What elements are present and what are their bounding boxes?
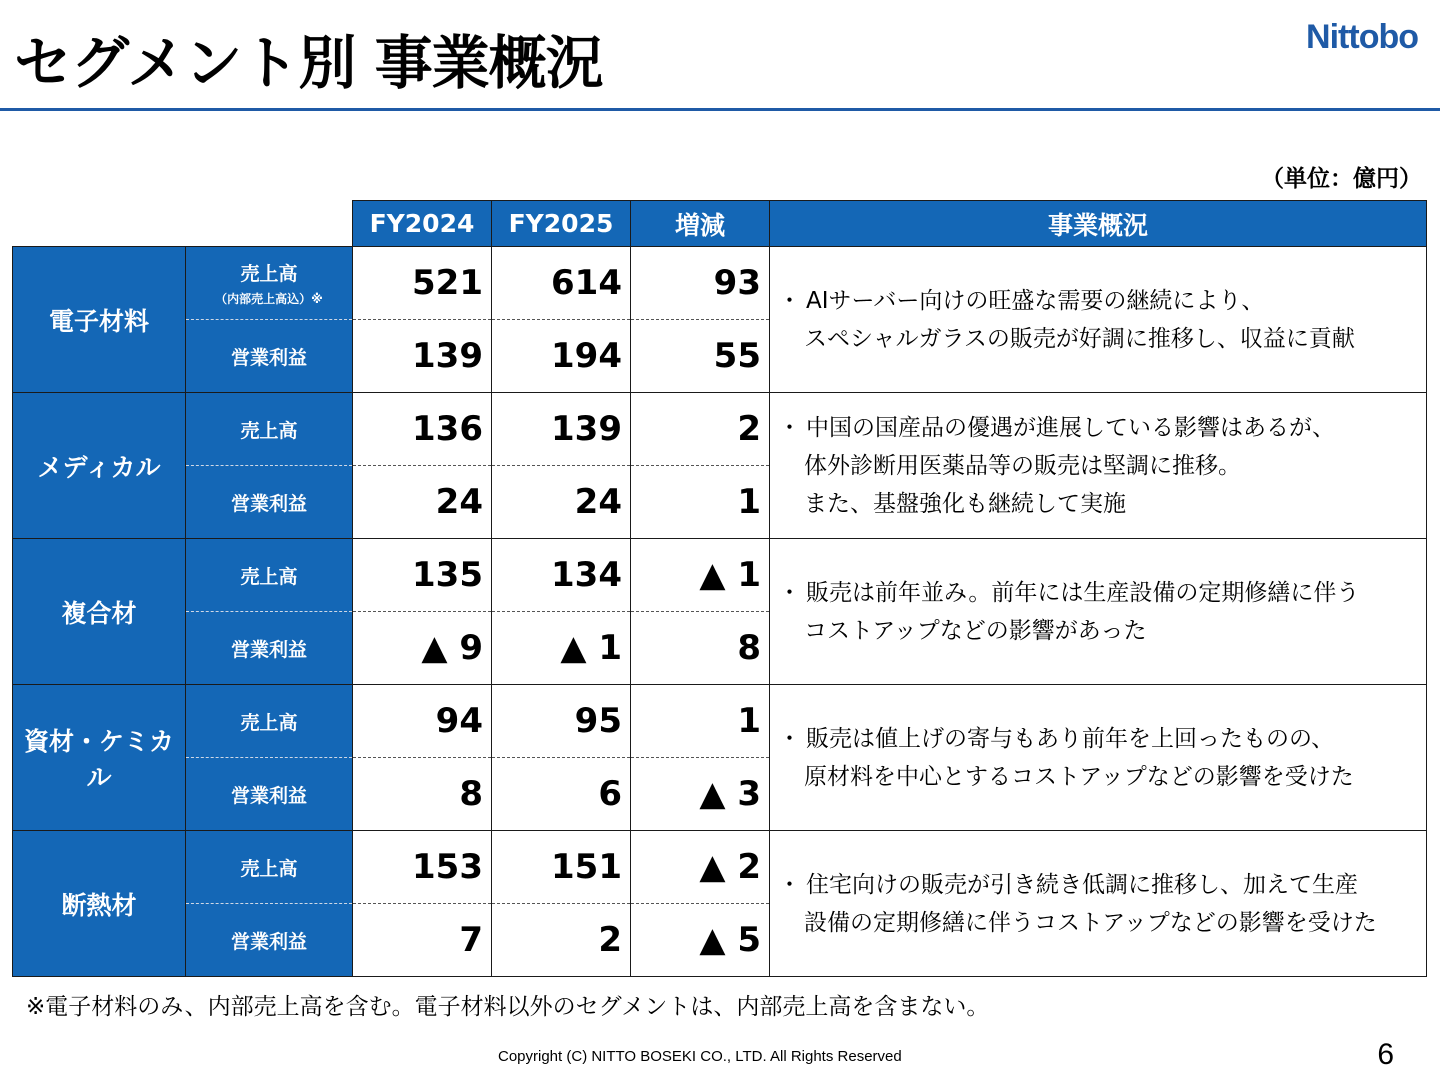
value-fy2024: 7 xyxy=(353,904,492,977)
page-number: 6 xyxy=(1377,1038,1394,1071)
value-fy2025: 134 xyxy=(492,539,631,612)
overview-text: 販売は値上げの寄与もあり前年を上回ったものの、 xyxy=(806,725,1335,752)
value-diff: 8 xyxy=(631,612,770,685)
column-header-fy2024: FY2024 xyxy=(353,201,492,247)
overview-text: また、基盤強化も継続して実施 xyxy=(804,490,1126,517)
overview-text: スペシャルガラスの販売が好調に推移し、収益に貢献 xyxy=(804,325,1355,352)
segment-overview xyxy=(770,393,1427,539)
value-fy2025: 24 xyxy=(492,466,631,539)
overview-text: 体外診断用医薬品等の販売は堅調に推移。 xyxy=(804,452,1241,479)
bullet-icon: ・ xyxy=(778,725,801,752)
overview-text: 原材料を中心とするコストアップなどの影響を受けた xyxy=(804,763,1354,790)
segment-table xyxy=(12,200,1427,977)
value-fy2024: 521 xyxy=(353,247,492,320)
table-row xyxy=(13,247,1427,320)
value-fy2025: 614 xyxy=(492,247,631,320)
metric-label xyxy=(186,320,353,393)
metric-name: 売上高 xyxy=(240,711,298,734)
metric-label xyxy=(186,612,353,685)
value-fy2024: 136 xyxy=(353,393,492,466)
metric-name: 営業利益 xyxy=(230,930,307,953)
metric-label xyxy=(186,904,353,977)
value-diff: ▲ 2 xyxy=(631,831,770,904)
title-underline xyxy=(0,108,1440,111)
metric-label xyxy=(186,831,353,904)
overview-text: 中国の国産品の優遇が進展している影響はあるが、 xyxy=(806,414,1335,441)
table-header-row xyxy=(13,201,1427,247)
segment-name: 電子材料 xyxy=(13,247,186,393)
metric-label xyxy=(186,466,353,539)
overview-line xyxy=(778,612,1420,650)
copyright: Copyright (C) NITTO BOSEKI CO., LTD. All Rights Reserved xyxy=(498,1048,902,1065)
table-row xyxy=(13,831,1427,904)
metric-name: 売上高 xyxy=(240,263,298,285)
bullet-icon: ・ xyxy=(778,414,801,441)
overview-text: 販売は前年並み。前年には生産設備の定期修繕に伴う xyxy=(806,579,1360,606)
column-header-fy2025: FY2025 xyxy=(492,201,631,247)
overview-line xyxy=(778,720,1420,758)
overview-line xyxy=(778,282,1420,320)
overview-text: コストアップなどの影響があった xyxy=(804,617,1147,644)
value-diff: 55 xyxy=(631,320,770,393)
value-diff: 1 xyxy=(631,466,770,539)
bullet-icon: ・ xyxy=(778,579,801,606)
metric-name: 営業利益 xyxy=(230,784,307,807)
overview-line xyxy=(778,574,1420,612)
overview-line xyxy=(778,320,1420,358)
bullet-icon: ・ xyxy=(778,287,801,314)
metric-label xyxy=(186,247,353,320)
metric-name: 営業利益 xyxy=(230,638,307,661)
overview-text: AIサーバー向けの旺盛な需要の継続により、 xyxy=(806,287,1265,314)
value-diff: 1 xyxy=(631,685,770,758)
segment-overview xyxy=(770,831,1427,977)
segment-name: 断熱材 xyxy=(13,831,186,977)
value-fy2024: 153 xyxy=(353,831,492,904)
header-blank xyxy=(186,201,353,247)
metric-label xyxy=(186,539,353,612)
value-fy2025: 2 xyxy=(492,904,631,977)
overview-line xyxy=(778,485,1420,523)
value-fy2024: 24 xyxy=(353,466,492,539)
metric-name: 売上高 xyxy=(240,565,298,588)
table-row xyxy=(13,393,1427,466)
metric-label xyxy=(186,393,353,466)
page-title: セグメント別 事業概況 xyxy=(14,29,603,97)
overview-text: 設備の定期修繕に伴うコストアップなどの影響を受けた xyxy=(804,909,1377,936)
overview-line xyxy=(778,409,1420,447)
column-header-change: 増減 xyxy=(631,201,770,247)
overview-line xyxy=(778,758,1420,796)
segment-name: 資材・ケミカル xyxy=(13,685,186,831)
header-blank xyxy=(13,201,186,247)
segment-overview xyxy=(770,247,1427,393)
value-diff: ▲ 5 xyxy=(631,904,770,977)
value-fy2025: 139 xyxy=(492,393,631,466)
value-diff: ▲ 3 xyxy=(631,758,770,831)
value-fy2024: 94 xyxy=(353,685,492,758)
segment-overview xyxy=(770,685,1427,831)
metric-label xyxy=(186,758,353,831)
value-fy2025: 194 xyxy=(492,320,631,393)
footnote: ※電子材料のみ、内部売上高を含む。電子材料以外のセグメントは、内部売上高を含まない。 xyxy=(26,994,990,1020)
company-logo: Nittobo xyxy=(1306,18,1418,56)
overview-line xyxy=(778,904,1420,942)
value-fy2025: 95 xyxy=(492,685,631,758)
metric-name: 営業利益 xyxy=(230,346,307,369)
value-diff: 93 xyxy=(631,247,770,320)
unit-label: （単位：億円） xyxy=(1261,166,1422,192)
metric-name: 営業利益 xyxy=(230,492,307,515)
value-diff: 2 xyxy=(631,393,770,466)
overview-line xyxy=(778,447,1420,485)
value-fy2024: ▲ 9 xyxy=(353,612,492,685)
value-diff: ▲ 1 xyxy=(631,539,770,612)
value-fy2025: 6 xyxy=(492,758,631,831)
table-row xyxy=(13,685,1427,758)
value-fy2024: 139 xyxy=(353,320,492,393)
metric-name: 売上高 xyxy=(240,419,298,442)
metric-label xyxy=(186,685,353,758)
metric-name: 売上高 xyxy=(240,857,298,880)
column-header-overview: 事業概況 xyxy=(770,201,1427,247)
metric-note: （内部売上高込）※ xyxy=(215,292,323,306)
bullet-icon: ・ xyxy=(778,871,801,898)
value-fy2024: 8 xyxy=(353,758,492,831)
segment-name: 複合材 xyxy=(13,539,186,685)
segment-name: メディカル xyxy=(13,393,186,539)
table-row xyxy=(13,539,1427,612)
segment-overview xyxy=(770,539,1427,685)
value-fy2025: 151 xyxy=(492,831,631,904)
value-fy2024: 135 xyxy=(353,539,492,612)
overview-line xyxy=(778,866,1420,904)
overview-text: 住宅向けの販売が引き続き低調に推移し、加えて生産 xyxy=(806,871,1358,898)
value-fy2025: ▲ 1 xyxy=(492,612,631,685)
